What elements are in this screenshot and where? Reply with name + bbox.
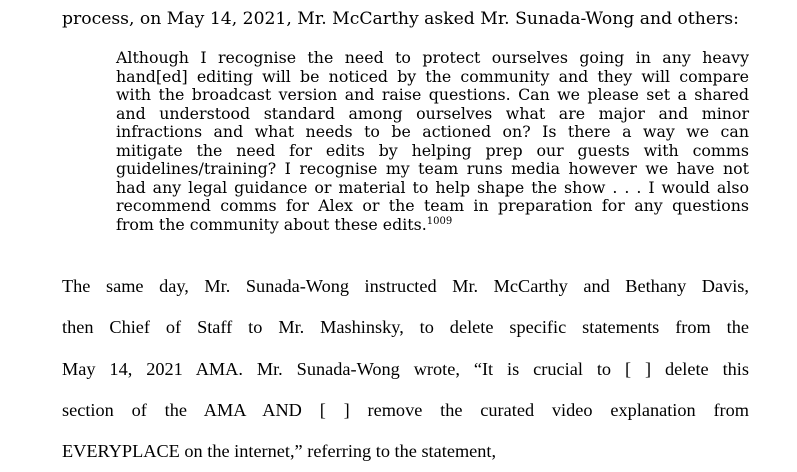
quote-line: had any legal guidance or material to help shape the show . . . I would also <box>116 177 749 197</box>
intro-line: process, on May 14, 2021, Mr. McCarthy asked Mr. Sunada-Wong and others: <box>62 9 739 29</box>
quote-line: infractions and what needs to be actioned on? Is there a way we can <box>116 122 749 142</box>
footnote-reference: 1009 <box>426 215 453 227</box>
body-paragraph <box>62 266 749 472</box>
quote-line: and understood standard among ourselves what are major and minor <box>116 103 749 123</box>
quote-line-last <box>116 216 749 235</box>
quote-line: with the broadcast version and raise questions. Can we please set a shared <box>116 85 749 105</box>
body-line: EVERYPLACE on the internet,” referring to the statement, <box>62 441 497 462</box>
block-quote <box>116 49 749 234</box>
body-line: section of the AMA AND [ ] remove the curated video explanation from <box>62 399 749 420</box>
quote-line: recommend comms for Alex or the team in preparation for any questions <box>116 196 749 216</box>
quote-line: hand[ed] editing will be noticed by the community and they will compare <box>116 66 749 86</box>
quote-line-text: from the community about these edits. <box>116 214 427 234</box>
quote-line: guidelines/training? I recognise my team runs media however we have not <box>116 159 749 179</box>
body-line: then Chief of Staff to Mr. Mashinsky, to delete specific statements from the <box>62 317 749 338</box>
quote-line: mitigate the need for edits by helping prep our guests with comms <box>116 140 749 160</box>
body-line: The same day, Mr. Sunada-Wong instructed Mr. McCarthy and Bethany Davis, <box>62 276 749 296</box>
body-line: May 14, 2021 AMA. Mr. Sunada-Wong wrote, “It is crucial to [ ] delete this <box>62 358 749 379</box>
quote-line: Although I recognise the need to protect ourselves going in any heavy <box>116 48 749 67</box>
